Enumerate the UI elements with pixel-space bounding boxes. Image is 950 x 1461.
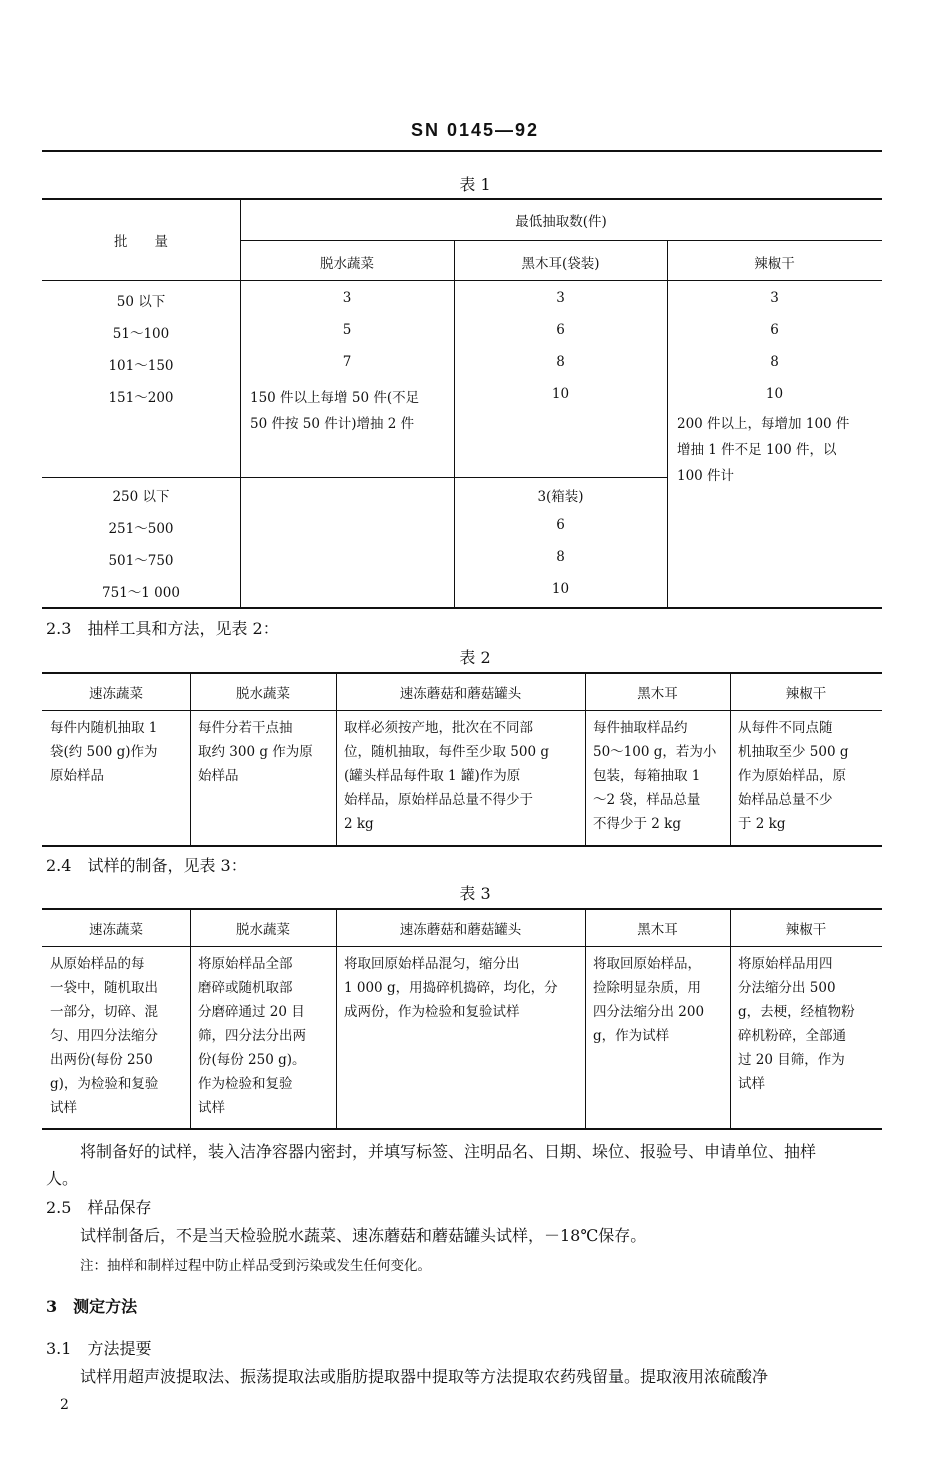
table2-header: 速冻蘑菇和蘑菇罐头 bbox=[399, 686, 522, 702]
table3-vline-3 bbox=[585, 908, 586, 1128]
table1-row-fungus: 3(箱装) bbox=[537, 489, 584, 505]
table1 bbox=[42, 198, 882, 609]
table1-veg-note-line: 150 件以上每增 50 件(不足 bbox=[250, 390, 420, 406]
table1-bottom-rule bbox=[42, 607, 882, 609]
table3-cell-line: g，作为试样 bbox=[593, 1028, 670, 1044]
table1-row-veg: 7 bbox=[342, 354, 352, 370]
table1-row-batch: 250 以下 bbox=[112, 489, 170, 505]
table3-header-rule bbox=[42, 946, 882, 947]
table3-cell bbox=[738, 952, 855, 1096]
table1-col-batch: 批 量 bbox=[114, 234, 168, 250]
table3-cell-line: 1 000 g，用捣碎机捣碎，均化，分 bbox=[344, 980, 558, 996]
table2-cell bbox=[198, 716, 313, 788]
table2-cell-line: 2 kg bbox=[344, 816, 374, 832]
table1-row-fungus: 3 bbox=[556, 290, 565, 306]
table2-cell-line: ～2 袋，样品总量 bbox=[593, 792, 701, 808]
table2-cell-line: 50～100 g，若为小 bbox=[593, 744, 717, 760]
table1-row-batch: 51～100 bbox=[112, 326, 170, 342]
table2-top-rule bbox=[42, 672, 882, 674]
table2-cell-line: 原始样品 bbox=[50, 768, 104, 784]
table1-caption: 表 1 bbox=[459, 175, 491, 194]
table2-cell-line: 不得少于 2 kg bbox=[593, 816, 681, 832]
table3-cell-line: 分磨碎通过 20 目 bbox=[198, 1004, 305, 1020]
table3-cell-line: 出两份(每份 250 bbox=[50, 1052, 153, 1068]
table3-header: 脱水蔬菜 bbox=[236, 922, 290, 938]
table3-cell bbox=[50, 952, 158, 1120]
table3-cell-line: 试样 bbox=[738, 1076, 765, 1092]
section-2-4-heading: 2.4 试样的制备，见表 3： bbox=[46, 856, 247, 875]
table2-cell-line: 取约 300 g 作为原 bbox=[198, 744, 313, 760]
table1-row-batch: 50 以下 bbox=[116, 294, 166, 310]
section-2-5-note: 注：抽样和制样过程中防止样品受到污染或发生任何变化。 bbox=[80, 1258, 431, 1274]
table3-cell-line: 试样 bbox=[198, 1100, 225, 1116]
table2-cell-line: 包装，每箱抽取 1 bbox=[593, 768, 701, 784]
table1-pepper-note-line: 100 件计 bbox=[677, 468, 735, 484]
table3-cell-line: 捡除明显杂质，用 bbox=[593, 980, 701, 996]
table3-cell-line: 分法缩分出 500 bbox=[738, 980, 836, 996]
table2-cell-line: 每件内随机抽取 1 bbox=[50, 720, 158, 736]
table2-cell bbox=[50, 716, 158, 788]
table2-cell-line: 始样品 bbox=[198, 768, 239, 784]
table2-cell-line: 始样品，原始样品总量不得少于 bbox=[344, 792, 533, 808]
paragraph-line: 人。 bbox=[46, 1169, 79, 1188]
table1-veg-note-line: 50 件按 50 件计)增抽 2 件 bbox=[250, 416, 415, 432]
table3-cell bbox=[344, 952, 558, 1024]
table3-cell-line: 将原始样品全部 bbox=[198, 956, 293, 972]
table2-header-rule bbox=[42, 710, 882, 711]
table2-header: 黑木耳 bbox=[637, 686, 678, 702]
table3-cell-line: 一袋中，随机取出 bbox=[50, 980, 158, 996]
table1-row-pepper: 6 bbox=[770, 322, 779, 338]
document-id: SN 0145—92 bbox=[410, 120, 540, 140]
table3-top-rule bbox=[42, 908, 882, 910]
table3-cell-line: 四分法缩分出 200 bbox=[593, 1004, 705, 1020]
table1-row-veg: 5 bbox=[342, 322, 352, 338]
section-2-5-heading: 2.5 样品保存 bbox=[46, 1198, 152, 1217]
page-number: 2 bbox=[60, 1397, 69, 1413]
section-3-heading: 3 测定方法 bbox=[46, 1297, 138, 1316]
table3-cell-line: 成两份，作为检验和复验试样 bbox=[344, 1004, 520, 1020]
table3-cell-line: 试样 bbox=[50, 1100, 77, 1116]
table3-cell-line: 从原始样品的每 bbox=[50, 956, 145, 972]
table2-cell bbox=[593, 716, 716, 836]
section-3-1-text: 试样用超声波提取法、振荡提取法或脂肪提取器中提取等方法提取农药残留量。提取液用浓硫酸净 bbox=[80, 1367, 769, 1386]
table2-cell-line: 袋(约 500 g)作为 bbox=[50, 744, 158, 760]
section-2-3-heading: 2.3 抽样工具和方法，见表 2： bbox=[46, 619, 279, 638]
table1-col-group: 最低抽取数(件) bbox=[515, 214, 607, 230]
table3-header: 速冻蘑菇和蘑菇罐头 bbox=[399, 922, 522, 938]
table3-cell bbox=[198, 952, 306, 1120]
table1-top-rule bbox=[42, 198, 882, 200]
table1-col-fungus: 黑木耳(袋装) bbox=[521, 256, 600, 272]
table2-cell-line: 每件抽取样品约 bbox=[593, 720, 688, 736]
table1-row-pepper: 10 bbox=[765, 386, 784, 402]
table1-row-veg: 3 bbox=[342, 290, 352, 306]
table1-row-batch: 251～500 bbox=[108, 521, 174, 537]
table1-pepper-note-line: 增抽 1 件不足 100 件，以 bbox=[677, 442, 837, 458]
table2-cell-line: 从每件不同点随 bbox=[738, 720, 833, 736]
table2-cell-line: 每件分若干点抽 bbox=[198, 720, 293, 736]
table1-row-fungus: 10 bbox=[551, 386, 570, 402]
table3-cell bbox=[593, 952, 704, 1048]
table2-cell-line: 机抽取至少 500 g bbox=[738, 744, 849, 760]
paragraph-line: 将制备好的试样，装入洁净容器内密封，并填写标签、注明品名、日期、垛位、报验号、申请单位、抽样 bbox=[80, 1142, 817, 1161]
header-rule bbox=[42, 150, 882, 152]
table2-cell-line: 始样品总量不少 bbox=[738, 792, 833, 808]
table2-cell-line: (罐头样品每件取 1 罐)作为原 bbox=[344, 768, 521, 784]
table3-header: 速冻蔬菜 bbox=[89, 922, 143, 938]
table2-cell bbox=[344, 716, 549, 836]
table3-cell-line: 过 20 目筛，作为 bbox=[738, 1052, 845, 1068]
table3-cell-line: 将取回原始样品， bbox=[593, 956, 701, 972]
table1-row-fungus: 8 bbox=[556, 354, 565, 370]
table1-row-batch: 751～1 000 bbox=[102, 585, 180, 601]
table3-cell-line: 一部分，切碎、混 bbox=[50, 1004, 158, 1020]
table3-vline-2 bbox=[336, 908, 337, 1128]
table3-vline-4 bbox=[730, 908, 731, 1128]
table3-cell-line: 匀、用四分法缩分 bbox=[50, 1028, 158, 1044]
table1-header-rule bbox=[42, 280, 882, 281]
table1-row-batch: 151～200 bbox=[108, 390, 174, 406]
table3-cell-line: g)，为检验和复验 bbox=[50, 1076, 159, 1092]
table1-row-fungus: 6 bbox=[556, 322, 565, 338]
table1-row-pepper: 3 bbox=[770, 290, 779, 306]
table3-bottom-rule bbox=[42, 1128, 882, 1130]
table1-row-pepper: 8 bbox=[770, 354, 779, 370]
table3-cell-line: 将原始样品用四 bbox=[738, 956, 833, 972]
table2-header: 脱水蔬菜 bbox=[236, 686, 290, 702]
table1-row-batch: 501～750 bbox=[108, 553, 174, 569]
table2-caption: 表 2 bbox=[459, 648, 491, 667]
section-2-5-text: 试样制备后，不是当天检验脱水蔬菜、速冻蘑菇和蘑菇罐头试样，－18℃保存。 bbox=[80, 1226, 647, 1245]
table2-cell-line: 取样必须按产地，批次在不同部 bbox=[344, 720, 533, 736]
table2-cell-line: 于 2 kg bbox=[738, 816, 786, 832]
table3-cell-line: 份(每份 250 g)。 bbox=[198, 1052, 306, 1068]
table1-group-rule bbox=[240, 240, 882, 241]
table1-row-fungus: 10 bbox=[551, 581, 570, 597]
table3-cell-line: 将取回原始样品混匀，缩分出 bbox=[344, 956, 520, 972]
table3 bbox=[42, 908, 882, 1130]
table1-col-veg: 脱水蔬菜 bbox=[320, 256, 374, 272]
table1-col-pepper: 辣椒干 bbox=[754, 256, 795, 272]
table2-cell bbox=[738, 716, 849, 836]
table1-pepper-note-line: 200 件以上，每增加 100 件 bbox=[677, 416, 850, 432]
table3-caption: 表 3 bbox=[459, 884, 491, 903]
table3-header: 辣椒干 bbox=[785, 922, 827, 938]
table3-cell-line: 碎机粉碎，全部通 bbox=[738, 1028, 846, 1044]
table1-row-fungus: 8 bbox=[556, 549, 565, 565]
table1-mid-rule bbox=[42, 477, 668, 478]
table3-vline-1 bbox=[190, 908, 191, 1128]
section-3-1-heading: 3.1 方法提要 bbox=[46, 1339, 152, 1358]
table1-row-fungus: 6 bbox=[556, 517, 565, 533]
table2-header: 速冻蔬菜 bbox=[89, 686, 143, 702]
table3-header: 黑木耳 bbox=[637, 922, 678, 938]
table2-cell-line: 作为原始样品，原 bbox=[738, 768, 846, 784]
table1-row-batch: 101～150 bbox=[108, 358, 174, 374]
table2 bbox=[42, 672, 882, 847]
table3-cell-line: 筛，四分法分出两 bbox=[198, 1028, 306, 1044]
table3-cell-line: g，去梗，经植物粉 bbox=[738, 1004, 855, 1020]
table2-bottom-rule bbox=[42, 845, 882, 847]
table2-header: 辣椒干 bbox=[785, 686, 827, 702]
table3-cell-line: 磨碎或随机取部 bbox=[198, 980, 293, 996]
table2-cell-line: 位，随机抽取，每件至少取 500 g bbox=[344, 744, 549, 760]
table3-cell-line: 作为检验和复验 bbox=[198, 1076, 293, 1092]
